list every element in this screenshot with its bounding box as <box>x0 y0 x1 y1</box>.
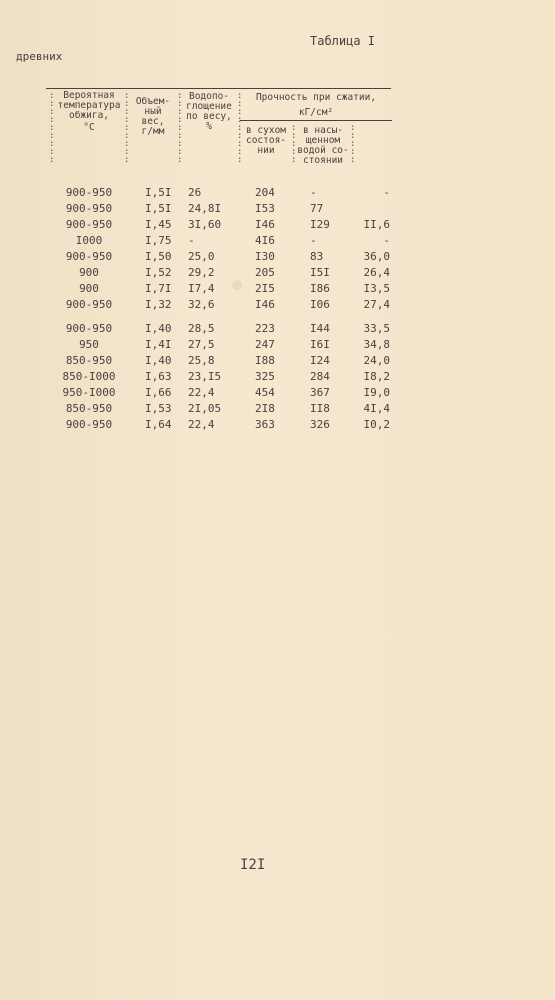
header-density: Объем- ный вес, г/мм <box>135 96 171 137</box>
cell-absorption: 3I,60 <box>188 218 222 231</box>
separator-dots: : : : : : <box>291 123 297 165</box>
cell-density: I,52 <box>145 266 172 279</box>
cell-strength-dry: I46 <box>255 298 275 311</box>
cell-strength-dry: I30 <box>255 250 275 263</box>
cell-strength-wet: - <box>310 234 317 247</box>
cell-temperature: 900 <box>79 266 99 279</box>
cell-strength-wet: 367 <box>310 386 330 399</box>
cell-strength-extra: 24,0 <box>363 354 390 367</box>
cell-density: I,66 <box>145 386 172 399</box>
cell-strength-dry: 2I5 <box>255 282 275 295</box>
cell-absorption: 29,2 <box>188 266 215 279</box>
cell-strength-wet: I24 <box>310 354 330 367</box>
cell-strength-extra: 26,4 <box>363 266 390 279</box>
cell-absorption: 25,8 <box>188 354 215 367</box>
cell-strength-wet: I06 <box>310 298 330 311</box>
cell-strength-dry: 204 <box>255 186 275 199</box>
cell-strength-dry: I46 <box>255 218 275 231</box>
cell-strength-extra: I9,0 <box>363 386 390 399</box>
cell-absorption: 26 <box>188 186 202 199</box>
cell-density: I,45 <box>145 218 172 231</box>
cell-strength-wet: I29 <box>310 218 330 231</box>
cell-temperature: 900-950 <box>65 322 113 335</box>
cell-strength-extra: 33,5 <box>363 322 390 335</box>
cell-strength-wet: 77 <box>310 202 324 215</box>
header-temperature: Вероятная температура обжига, °C <box>57 90 121 133</box>
table-top-rule <box>46 88 391 89</box>
cell-temperature: 900-950 <box>65 202 113 215</box>
cell-temperature: 900-950 <box>65 186 113 199</box>
separator-dots: : : : : : : : : : <box>237 91 243 165</box>
cell-density: I,63 <box>145 370 172 383</box>
strength-subheader-rule <box>240 120 392 121</box>
cell-temperature: 850-I000 <box>62 370 116 383</box>
cell-strength-extra: - <box>383 186 390 199</box>
cell-strength-wet: II8 <box>310 402 330 415</box>
cell-temperature: 900-950 <box>65 250 113 263</box>
header-strength-wet: в насы- щенном водой со- стоянии <box>297 125 349 166</box>
header-absorption: Водопо- глощение по весу, % <box>186 91 232 132</box>
cell-strength-dry: I88 <box>255 354 275 367</box>
cell-strength-wet: I5I <box>310 266 330 279</box>
cell-strength-dry: 325 <box>255 370 275 383</box>
cell-strength-dry: 247 <box>255 338 275 351</box>
cell-density: I,5I <box>145 202 172 215</box>
table-caption: Таблица I <box>310 34 376 48</box>
cell-strength-extra: - <box>383 234 390 247</box>
cell-temperature: 900 <box>79 282 99 295</box>
header-strength: Прочность при сжатии, кГ/см² <box>255 92 377 118</box>
separator-dots: : : : : : <box>350 123 356 165</box>
cell-strength-dry: 205 <box>255 266 275 279</box>
cell-strength-extra: 4I,4 <box>363 402 390 415</box>
cell-strength-wet: 284 <box>310 370 330 383</box>
cell-density: I,40 <box>145 322 172 335</box>
cell-temperature: 950 <box>79 338 99 351</box>
cell-absorption: 32,6 <box>188 298 215 311</box>
cell-temperature: I000 <box>75 234 103 247</box>
cell-strength-extra: I0,2 <box>363 418 390 431</box>
cell-absorption: 27,5 <box>188 338 215 351</box>
header-strength-dry: в сухом состоя- нии <box>245 125 287 156</box>
page-number: I2I <box>240 857 266 873</box>
cell-strength-dry: 454 <box>255 386 275 399</box>
cell-temperature: 850-950 <box>65 402 113 415</box>
cell-strength-wet: 83 <box>310 250 324 263</box>
cell-strength-wet: I6I <box>310 338 330 351</box>
cell-strength-wet: I86 <box>310 282 330 295</box>
cell-strength-extra: I8,2 <box>363 370 390 383</box>
cell-absorption: 22,4 <box>188 386 215 399</box>
separator-dots: : : : : : : : : : <box>177 91 183 165</box>
cell-absorption: 22,4 <box>188 418 215 431</box>
cell-absorption: I7,4 <box>188 282 215 295</box>
cell-absorption: - <box>188 234 195 247</box>
cell-strength-extra: 27,4 <box>363 298 390 311</box>
cell-absorption: 24,8I <box>188 202 222 215</box>
cell-density: I,4I <box>145 338 172 351</box>
cell-temperature: 850-950 <box>65 354 113 367</box>
cell-absorption: 2I,05 <box>188 402 222 415</box>
cell-absorption: 23,I5 <box>188 370 222 383</box>
cell-strength-dry: 223 <box>255 322 275 335</box>
cell-strength-extra: II,6 <box>363 218 390 231</box>
cell-density: I,50 <box>145 250 172 263</box>
cell-absorption: 28,5 <box>188 322 215 335</box>
cell-density: I,5I <box>145 186 172 199</box>
cell-density: I,53 <box>145 402 172 415</box>
cell-strength-extra: I3,5 <box>363 282 390 295</box>
cell-strength-dry: 4I6 <box>255 234 275 247</box>
cell-strength-extra: 36,0 <box>363 250 390 263</box>
cell-density: I,32 <box>145 298 172 311</box>
separator-dots: : : : : : : : : : <box>124 91 130 165</box>
cell-temperature: 900-950 <box>65 418 113 431</box>
cell-strength-wet: 326 <box>310 418 330 431</box>
cell-density: I,64 <box>145 418 172 431</box>
cell-temperature: 950-I000 <box>62 386 116 399</box>
margin-text-fragment: древних <box>16 50 63 63</box>
cell-density: I,40 <box>145 354 172 367</box>
cell-density: I,7I <box>145 282 172 295</box>
cell-density: I,75 <box>145 234 172 247</box>
cell-temperature: 900-950 <box>65 298 113 311</box>
cell-strength-dry: 2I8 <box>255 402 275 415</box>
cell-strength-extra: 34,8 <box>363 338 390 351</box>
cell-strength-dry: I53 <box>255 202 275 215</box>
cell-strength-dry: 363 <box>255 418 275 431</box>
cell-strength-wet: - <box>310 186 317 199</box>
cell-absorption: 25,0 <box>188 250 215 263</box>
cell-temperature: 900-950 <box>65 218 113 231</box>
cell-strength-wet: I44 <box>310 322 330 335</box>
separator-dots: : : : : : : : : : <box>49 91 55 165</box>
